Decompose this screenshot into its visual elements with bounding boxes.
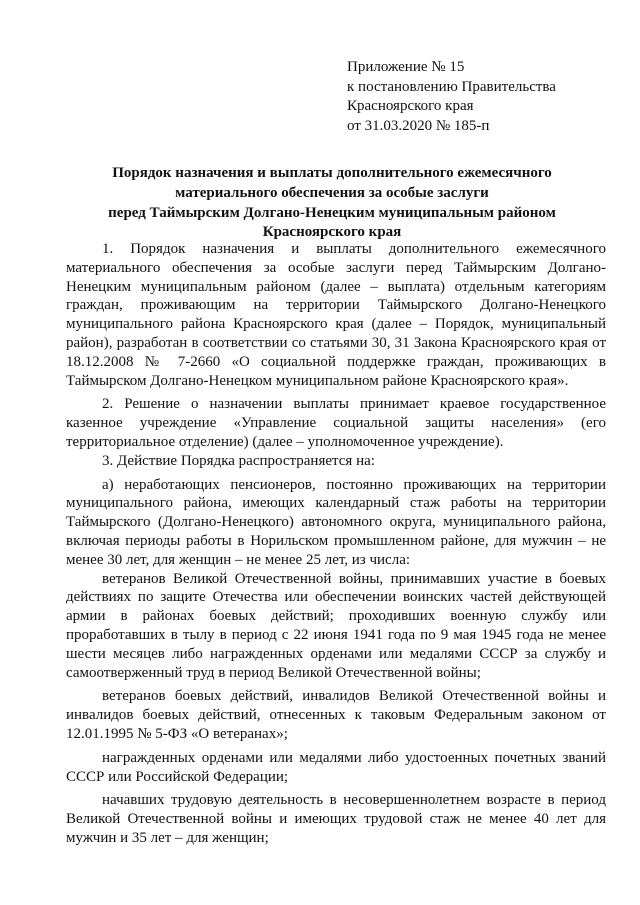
document-title <box>62 164 602 243</box>
appendix-line: к постановлению Правительства <box>347 78 556 95</box>
paragraph-3a: а) неработающих пенсионеров, постоянно проживающих на территории муниципального района, имеющих календарный стаж работы на территории Таймырского (Долгано-Ненецкого) автономного округа, муниципального района, включая периоды работы в Норильском промышленном районе, для мужчин – не менее 30 лет, для женщин – не менее 25 лет, из числа: <box>66 476 606 568</box>
title-line: Порядок назначения и выплаты дополнительного ежемесячного <box>112 165 552 181</box>
title-line: материального обеспечения за особые заслуги <box>175 184 489 201</box>
list-item-child-labor: начавших трудовую деятельность в несовершеннолетнем возрасте в период Великой Отечественной войны и имеющих трудовой стаж не менее 40 лет для мужчин и 35 лет – для женщин; <box>66 792 606 846</box>
list-item-awarded: награжденных орденами или медалями либо удостоенных почетных званий СССР или Российской Федерации; <box>66 749 606 785</box>
title-line: Красноярского края <box>262 224 402 241</box>
appendix-line: от 31.03.2020 № 185-п <box>347 117 490 134</box>
list-item-combat-veterans: ветеранов боевых действий, инвалидов Великой Отечественной войны и инвалидов боевых действий, отнесенных к таковым Федеральным законом от 12.01.1995 № 5-ФЗ «О ветеранах»; <box>66 688 606 742</box>
list-item-veterans-ww2: ветеранов Великой Отечественной войны, принимавших участие в боевых действиях по защите Отечества или обеспечении воинских частей действующей армии в районах боевых действий; проходивших военную службу или проработавших в тылу в период с 22 июня 1941 года по 9 мая 1945 года не менее шести месяцев либо награжденных орденами или медалями СССР за службу и самоотверженный труд в период Великой Отечественной войны; <box>66 570 606 681</box>
paragraph-2: 2. Решение о назначении выплаты принимает краевое государственное казенное учреждение «Управление социальной защиты населения» (его территориальное отделение) (далее – уполномоченное учреждение). <box>66 396 606 450</box>
paragraph-1: 1. Порядок назначения и выплаты дополнительного ежемесячного материального обеспечения за особые заслуги перед Таймырским Долгано-Ненецким муниципальным районом (далее – выплата) отдельным категориям граждан, проживающим на территории Таймырского Долгано-Ненецкого муниципального района Красноярского края (далее – Порядок, муниципальный район), разработан в соответствии со статьями 30, 31 Закона Красноярского края от 18.12.2008 № 7-2660 «О социальной поддержке граждан, проживающих в Таймырском Долгано-Ненецком муниципальном районе Красноярского края». <box>66 241 606 389</box>
appendix-header <box>347 58 607 136</box>
paragraph-3: 3. Действие Порядка распространяется на: <box>102 452 375 469</box>
document-body <box>66 240 606 848</box>
appendix-line: Приложение № 15 <box>347 59 465 75</box>
title-line: перед Таймырским Долгано-Ненецким муниципальным районом <box>108 204 556 221</box>
appendix-line: Красноярского края <box>347 98 474 114</box>
